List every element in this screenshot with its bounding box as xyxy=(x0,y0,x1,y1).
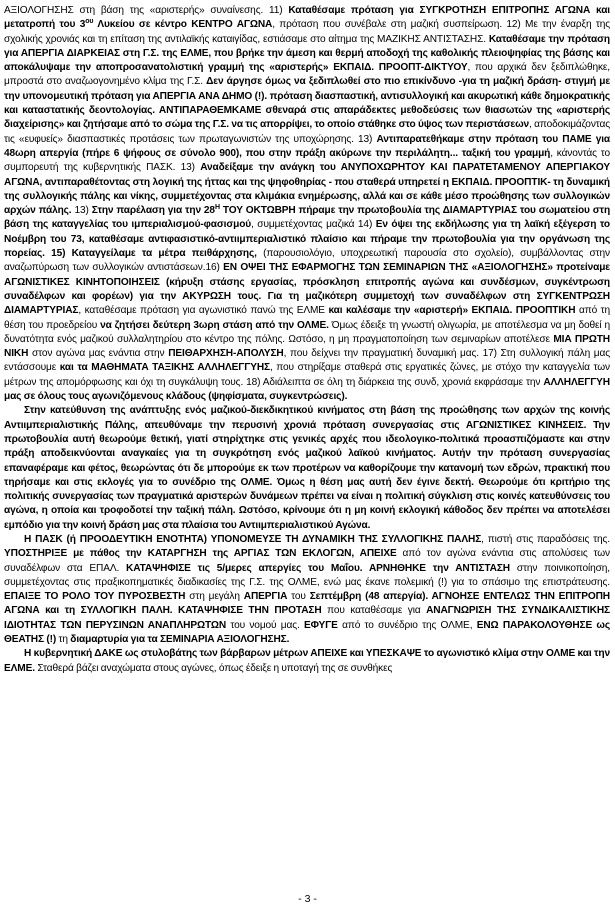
text-run: , που δείχνει την πραγματική δυναμική μας. 17) Στη συλλογική πάλη μας εντάσσουμε xyxy=(4,348,610,374)
text-run: , καταθέσαμε πρόταση για αγωνιστικό πανώ της ΕΛΜΕ xyxy=(78,305,329,317)
bold-text-run: ΤΟΥ ΟΚΤΩΒΡΗ πήραμε την πρωτοβουλία της ΔΙΑΜΑΡΤΥΡΙΑΣ του σωματείου στη βάση της καταγγελίας του ιμπεριαλισμού-φασισμού xyxy=(4,205,611,231)
bold-text-run: Καταθέσαμε την πρόταση για ΑΠΕΡΓΙΑ ΔΙΑΡΚΕΙΑΣ στη Γ.Σ. της ΕΛΜΕ, που βρήκε την άμεση και θερμή αποδοχή της καθολικής πλειοψηφίας της βάσης και αποκάλυψαμε την αποπροσανατολιστική γραμμή της «αριστερής» ΕΚΠΑΙΔ. ΠΡΟΟΠΤ-ΔΙΚΤΥΟΥ xyxy=(4,33,610,74)
text-run: (παρουσιολόγιο, υποχρεωτική παρουσία στο σχολείο), συμβάλλοντας στην αναζωπύρωση των συλλογικών αντιστάσεων.16) xyxy=(4,248,610,274)
text-run: τη xyxy=(56,634,71,646)
text-run: , που στηρίξαμε σταθερά στις εργατικές ζώνες, με στόχο την καταγγελία των μέτρων της απομόρφωσης και όχι τη συγκάλυψη τους. 18) Αδιάλειπτα σε όλη τη διάρκεια της συνδ, χρονιά εκφράσαμε την xyxy=(4,362,610,388)
bold-text-run: Καταθέσαμε πρόταση για ΣΥΓΚΡΟΤΗΣΗ ΕΠΙΤΡΟΠΗΣ ΑΓΩΝΑ και μετατροπή του 3 xyxy=(4,5,610,31)
bold-text-run: ΕΝ ΟΨΕΙ ΤΗΣ ΕΦΑΡΜΟΓΗΣ ΤΩΝ ΣΕΜΙΝΑΡΙΩΝ ΤΗΣ «ΑΞΙΟΛΟΓΗΣΗΣ» προτείναμε ΑΓΩΝΙΣΤΙΚΕΣ ΚΙΝΗΤΟΠΟΙΗΣΕΙΣ xyxy=(4,262,610,288)
text-run: από τον αγώνα ενάντια στις απολύσεις των συναδέλφων στα ΕΠΑΛ. xyxy=(4,548,610,574)
bold-text-run: Στην παρέλαση για την 28 xyxy=(91,205,215,217)
document-page xyxy=(4,4,610,676)
text-run: , που αρχικά δεν ξεδιπλώθηκε, μπροστά στο αναζωογονημένο κλίμα της Γ.Σ. xyxy=(4,62,610,88)
paragraph-cooperation xyxy=(4,404,610,533)
bold-text-run: ΕΦΥΓΕ xyxy=(304,619,338,631)
bold-text-run: ΕΝΩ ΠΑΡΑΚΟΛΟΥΘΗΣΕ ως ΘΕΑΤΗΣ (!) xyxy=(4,619,611,646)
text-run: στην ποινικοποίηση, συμμετέχοντας στις πραξικοπηματικές διαδικασίες της Γ.Σ. της ΟΛΜΕ, ενώ μας έκανε πολεμική (!) για το σπάσιμο της επιστράτευσης. xyxy=(4,562,611,588)
bold-text-run: να ζητήσει δεύτερη 3ωρη στάση από την ΟΛΜΕ. xyxy=(100,319,329,331)
bold-text-run: . Για τη μαζικότερη συμμετοχή των συναδέλφων στη ΣΥΓΚΕΝΤΡΩΣΗ ΔΙΑΜΑΡΤΥΡΙΑΣ xyxy=(4,290,610,317)
bold-text-run: Η κυβερνητική ΔΑΚΕ ως στυλοβάτης των βάρβαρων μέτρων ΑΠΕΙΧΕ και ΥΠΕΣΚΑΨΕ το αγωνιστικό κλίμα στην ΟΛΜΕ και την ΕΛΜΕ. xyxy=(4,648,610,674)
bold-text-run: Δεν άργησε όμως να ξεδιπλωθεί στο πιο επικίνδυνο -για τη μαζική δράση- στιγμή με την υπονομευτική πρόταση για ΑΠΕΡΓΙΑ ΑΝΑ ΔΗΜΟ (!). πρόταση διασπαστική, αντισυλλογική και ακυρωτική κάθε δημοκρατικής και καταστατικής δεοντολογίας. ΑΝΤΙΠΑΡΑΘΕΜΚΑΜΕ σθεναρά στις απαράδεκτες μεθοδεύσεις των θιασωτών της «αριστερής διαχείρισης» και ζητήσαμε από το σώμα της Γ.Σ. να τις απορρίψει, το οποίο στάθηκε στο ύψος των περιστάσεων xyxy=(4,76,610,131)
bold-text-run: (κήρυξη στάσης εργασίας, πρόσκληση επιτροπής αγώνα και συνδέσμων, συγκέντρωση συναδέλφων και φορέων) xyxy=(4,276,610,302)
bold-text-run: Σεπτέμβρη (48 απεργία). ΑΓΝΟΗΣΕ ΕΝΤΕΛΩΣ ΤΗΝ ΕΠΙΤΡΟΠΗ ΑΓΩΝΑ και τη ΣΥΛΛΟΓΙΚΗ ΠΑΛΗ. ΚΑΤΑΨΗΦΙΣΕ ΤΗΝ ΠΡΟΤΑΣΗ xyxy=(4,591,611,617)
paragraph-dake xyxy=(4,647,610,676)
superscript: Η xyxy=(214,204,220,212)
text-run: , συμμετέχοντας μαζικά 14) xyxy=(251,219,376,231)
bold-text-run: Λυκείου σε κέντρο ΚΕΝΤΡΟ ΑΓΩΝΑ xyxy=(93,19,273,31)
text-run: , αποδοκιμάζοντας τις «ευφυείς» διασπαστικές προτάσεις των πρωταγωνιστών της υποχώρησης. 13) xyxy=(4,119,610,145)
text-run: , πρόταση που συνέβαλε στη μαζική συσπείρωση. 12) Με την έναρξη της σχολικής χρονιάς και τη επίταση της αντιλαϊκής καταιγίδας, εστιάσαμε στο αίτημα της ΜΑΖΙΚΗΣ ΑΝΤΙΣΤΑΣΗΣ. xyxy=(4,19,610,45)
bold-text-run: και τα ΜΑΘΗΜΑΤΑ ΤΑΞΙΚΗΣ ΑΛΛΗΛΕΓΓΥΗΣ xyxy=(59,362,270,374)
text-run: στον αγώνα μας ενάντια στην xyxy=(28,348,169,360)
text-run: του νομού μας. xyxy=(226,619,304,631)
bold-text-run: ΕΠΑΙΞΕ ΤΟ ΡΟΛΟ ΤΟΥ ΠΥΡΟΣΒΕΣΤΗ xyxy=(4,591,186,603)
paragraph-actions xyxy=(4,4,610,404)
text-run: του xyxy=(287,591,310,603)
bold-text-run: Στην κατεύθυνση της ανάπτυξης ενός μαζικού-διεκδικητικού κινήματος στη βάση της προώθησης των αρχών της κοινής Αντιιμπεριαλιστικής Πάλης, απευθύναμε την περυσινή χρονιά πρόταση συνεργασίας στις ΑΓΩΝΙΣΤΙΚΕΣ ΚΙΝΗΣΕΙΣ. Την πρωτοβουλία αυτή θεωρούμε θετική, γιατί στηρίχτηκε στις γενικές αρχές που ιδεολογικο-πολιτικά προασπιζόμαστε και στην πράξη αποδεικνύονται αναγκαίες για τη συγκρότηση ενός μαζικού λαϊκού κινήματος. Αυτήν την πρόταση συνεργασίας επαναφέραμε και φέτος, θεωρώντας ότι δε μπορούμε εκ των προτέρων να καθορίζουμε την κατανομή των εδρών, πρακτική που τηρήσαμε και στις εκλογές για το συνέδριο της ΟΛΜΕ. Όμως η θέση μας αυτή δεν έγινε δεκτή. Θεωρούμε ότι κριτήριο της πολιτικής συνεργασίας των πραγματικά αριστερών δυνάμεων πρέπει να είναι η πολιτική σύγκλιση στις κοινές κατευθύνσεις του αγώνα, η οποία και τροφοδοτεί την ταξική πάλη. Ωστόσο, κρίνουμε ότι η μη κοινή εκλογική κάθοδος δεν πρέπει να αποτελέσει εμπόδιο για την κοινή δράση μας στα πλαίσια του Αντιιμπεριαλιστικού Αγώνα. xyxy=(4,405,610,531)
bold-text-run: ΑΝΑΓΝΩΡΙΣΗ ΤΗΣ ΣΥΝΔΙΚΑΛΙΣΤΙΚΗΣ ΙΔΙΟΤΗΤΑΣ ΤΩΝ ΠΕΡΥΣΙΝΩΝ ΑΝΑΠΛΗΡΩΤΩΝ xyxy=(4,605,610,631)
bold-text-run: Αναδείξαμε την ανάγκη του ΑΝΥΠΟΧΩΡΗΤΟΥ ΚΑΙ ΠΑΡΑΤΕΤΑΜΕΝΟΥ ΑΠΕΡΓΙΑΚΟΥ ΑΓΩΝΑ, αντιπαραθέτοντας στη λογική της ήττας και της ψηφοθηρίας - που σταθερά υπηρετεί η ΕΚΠΑΙΔ. ΠΡΟΟΠΤΙΚ- τη δυναμική της συλλογικής πάλης και νίκης, συμμετέχοντας στα κλιμάκια ενημέρωσης, αλλά και σε κάθε μέσο προώθησης των συλλογικών αρχών πάλης. xyxy=(4,162,610,217)
text-run: ΑΞΙΟΛΟΓΗΣΗΣ στη βάση της «αριστερής» συναίνεσης. 11) xyxy=(4,5,289,16)
bold-text-run: ΑΠΕΡΓΙΑ xyxy=(243,591,288,603)
bold-text-run: Αντιπαρατεθήκαμε στην πρόταση του ΠΑΜΕ για 48ωρη απεργία (πήρε 6 ψήφους σε σύνολο 900), που στην πράξη ακύρωνε την περιλάλητη... ταξική του γραμμή xyxy=(4,133,610,159)
text-run: στη μεγάλη xyxy=(185,591,244,603)
bold-text-run: ΑΛΛΗΛΕΓΓΥΗ μας σε όλους τους αγωνιζόμενους κλάδους (ψηφίσματα, συγκεντρώσεις). xyxy=(4,376,610,403)
superscript: ου xyxy=(85,18,94,26)
text-run: 13) xyxy=(71,205,92,217)
text-run: , πιστή στις παραδόσεις της. xyxy=(481,533,610,545)
page-number: - 3 - xyxy=(298,893,317,905)
text-run: που καταθέσαμε για xyxy=(321,605,427,617)
bold-text-run: ΜΙΑ ΠΡΩΤΗ ΝΙΚΗ xyxy=(4,333,610,360)
text-run: Σταθερά βάζει αναχώματα στους αγώνες, όπως έδειξε η υποταγή της σε συνθήκες xyxy=(34,662,393,674)
text-run: από τη θέση του προεδρείου xyxy=(4,305,610,331)
bold-text-run: για την ΑΚΥΡΩΣΗ τους xyxy=(132,290,259,302)
paragraph-pask xyxy=(4,533,610,647)
text-run: , κάνοντάς το συμπορευτή της κυβερνητικής ΠΑΣΚ. 13) xyxy=(4,147,610,174)
bold-text-run: ΥΠΟΣΤΗΡΙΞΕ με πάθος την ΚΑΤΑΡΓΗΣΗ της ΑΡΓΙΑΣ ΤΩΝ ΕΚΛΟΓΩΝ, ΑΠΕΙΧΕ xyxy=(4,548,397,560)
bold-text-run: και καλέσαμε την «αριστερή» ΕΚΠΑΙΔ. ΠΡΟΟΠΤΙΚΗ xyxy=(328,305,576,317)
bold-text-run: Εν όψει της εκδήλωσης για τη λαϊκή εξέγερση το Νοέμβρη του 73, καταθέσαμε αντιφασιστικό-αντιιμπεριαλιστικό πλαίσιο και πήραμε την πρωτοβουλία για την οργάνωση της πορείας. 15) Καταγγείλαμε τα μέτρα πειθάρχησης, xyxy=(4,219,610,260)
bold-text-run: διαμαρτυρία για τα ΣΕΜΙΝΑΡΙΑ ΑΞΙΟΛΟΓΗΣΗΣ. xyxy=(70,634,290,646)
bold-text-run: ΚΑΤΑΨΗΦΙΣΕ τις 5/μερες απεργίες του Μαΐου. ΑΡΝΗΘΗΚΕ την ΑΝΤΙΣΤΑΣΗ xyxy=(126,562,510,574)
bold-text-run: ΠΕΙΘΑΡΧΗΣΗ-ΑΠΟΛΥΣΗ xyxy=(168,348,284,360)
text-run: από το συνέδριο της ΟΛΜΕ, xyxy=(337,619,477,631)
text-run: Όμως έδειξε τη γνωστή ολιγωρία, με αποτέλεσμα να μη δοθεί η δυνατότητα ενός μαζικού συλλαλητηρίου στο κέντρο της πόλης. Ωστόσο, η μη πραγματοποίηση των σεμιναρίων αποτέλεσε xyxy=(4,319,611,345)
bold-text-run: Η ΠΑΣΚ (ή ΠΡΟΟΔΕΥΤΙΚΗ ΕΝΟΤΗΤΑ) ΥΠΟΝΟΜΕΥΣΕ ΤΗ ΔΥΝΑΜΙΚΗ ΤΗΣ ΣΥΛΛΟΓΙΚΗΣ ΠΑΛΗΣ xyxy=(24,533,482,545)
